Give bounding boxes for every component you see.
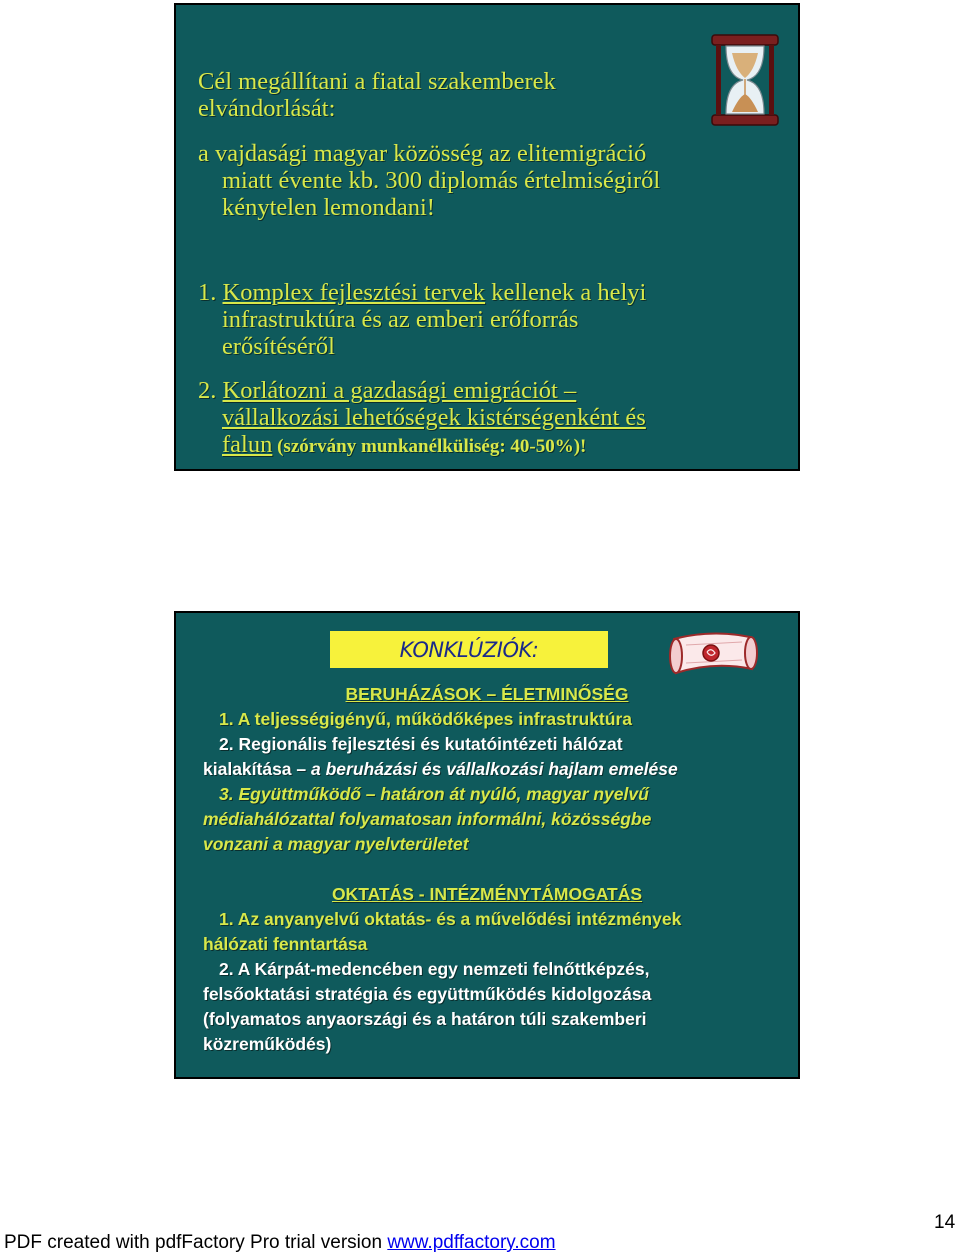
emigration-line-3: kénytelen lemondani! [222, 194, 435, 221]
investments-item-3-line-3: vonzani a magyar nyelvterületet [203, 834, 469, 854]
investments-item-2-line-1: 2. Regionális fejlesztési és kutatóintézeti hálózat [219, 734, 623, 754]
slide-1 [174, 3, 800, 471]
investments-item-2-plain: kialakítása – [203, 759, 311, 779]
investments-item-3-line-2: médiahálózattal folyamatosan informálni, közösségbe [203, 809, 652, 829]
item-2-note: (szórvány munkanélküliség: 40-50%)! [272, 436, 587, 457]
slide-1-content [176, 5, 798, 469]
scroll-icon [666, 625, 758, 681]
goal-line-2: elvándorlását: [198, 95, 336, 122]
item-2-falun: falun [222, 431, 273, 458]
investments-item-2-italic: a beruházási és vállalkozási hajlam emelése [311, 759, 678, 779]
investments-item-3-line-1: 3. Együttműködő – határon át nyúló, magyar nyelvű [219, 784, 649, 804]
education-item-2-line-1: 2. A Kárpát-medencében egy nemzeti felnőttképzés, [219, 959, 650, 979]
slide-2 [174, 611, 800, 1079]
investments-item-2-line-2 [203, 757, 788, 782]
footer-text: PDF created with pdfFactory Pro trial version [4, 1232, 388, 1253]
education-item-1-line-1: 1. Az anyanyelvű oktatás- és a művelődési intézmények [219, 909, 682, 929]
item-1-line-3: erősítéséről [222, 333, 335, 360]
title-box [330, 631, 608, 668]
page-number: 14 [934, 1212, 956, 1233]
item-1-rest: kellenek a helyi [485, 279, 647, 306]
heading-investments [176, 682, 798, 707]
item-2-line-3 [222, 431, 788, 460]
footer-link[interactable]: www.pdffactory.com [387, 1232, 556, 1253]
education-item-2-line-3: (folyamatos anyaországi és a határon túli szakemberi [203, 1009, 647, 1029]
investments-item-1: 1. A teljességigényű, működőképes infrastruktúra [219, 709, 632, 729]
education-item-2-line-2: felsőoktatási stratégia és együttműködés kidolgozása [203, 984, 652, 1004]
item-1-number: 1. [198, 279, 217, 306]
heading-education [176, 882, 798, 907]
heading-investments-text: BERUHÁZÁSOK – ÉLETMINŐSÉG [345, 684, 629, 704]
item-1-underlined: Komplex fejlesztési tervek [222, 279, 486, 306]
item-2-line-1 [198, 377, 788, 404]
item-2-line-2: vállalkozási lehetőségek kistérségenként és [222, 404, 646, 431]
education-item-2-line-4: közreműködés) [203, 1034, 332, 1054]
item-2-underlined: Korlátozni a gazdasági emigrációt – [222, 377, 577, 404]
goal-line-1: Cél megállítani a fiatal szakemberek [198, 68, 556, 95]
item-1-line-2: infrastruktúra és az emberi erőforrás [222, 306, 579, 333]
pdf-footer [4, 1232, 556, 1254]
heading-education-text: OKTATÁS - INTÉZMÉNYTÁMOGATÁS [331, 884, 643, 904]
item-2-number: 2. [198, 377, 217, 404]
education-item-1-line-2: hálózati fenntartása [203, 934, 368, 954]
hourglass-icon [706, 31, 784, 129]
emigration-line-1: a vajdasági magyar közösség az elitemigráció [198, 140, 647, 167]
emigration-line-2: miatt évente kb. 300 diplomás értelmiségiről [222, 167, 661, 194]
item-1-line-1 [198, 279, 788, 306]
slide-2-title: KONKLÚZIÓK: [399, 637, 539, 662]
